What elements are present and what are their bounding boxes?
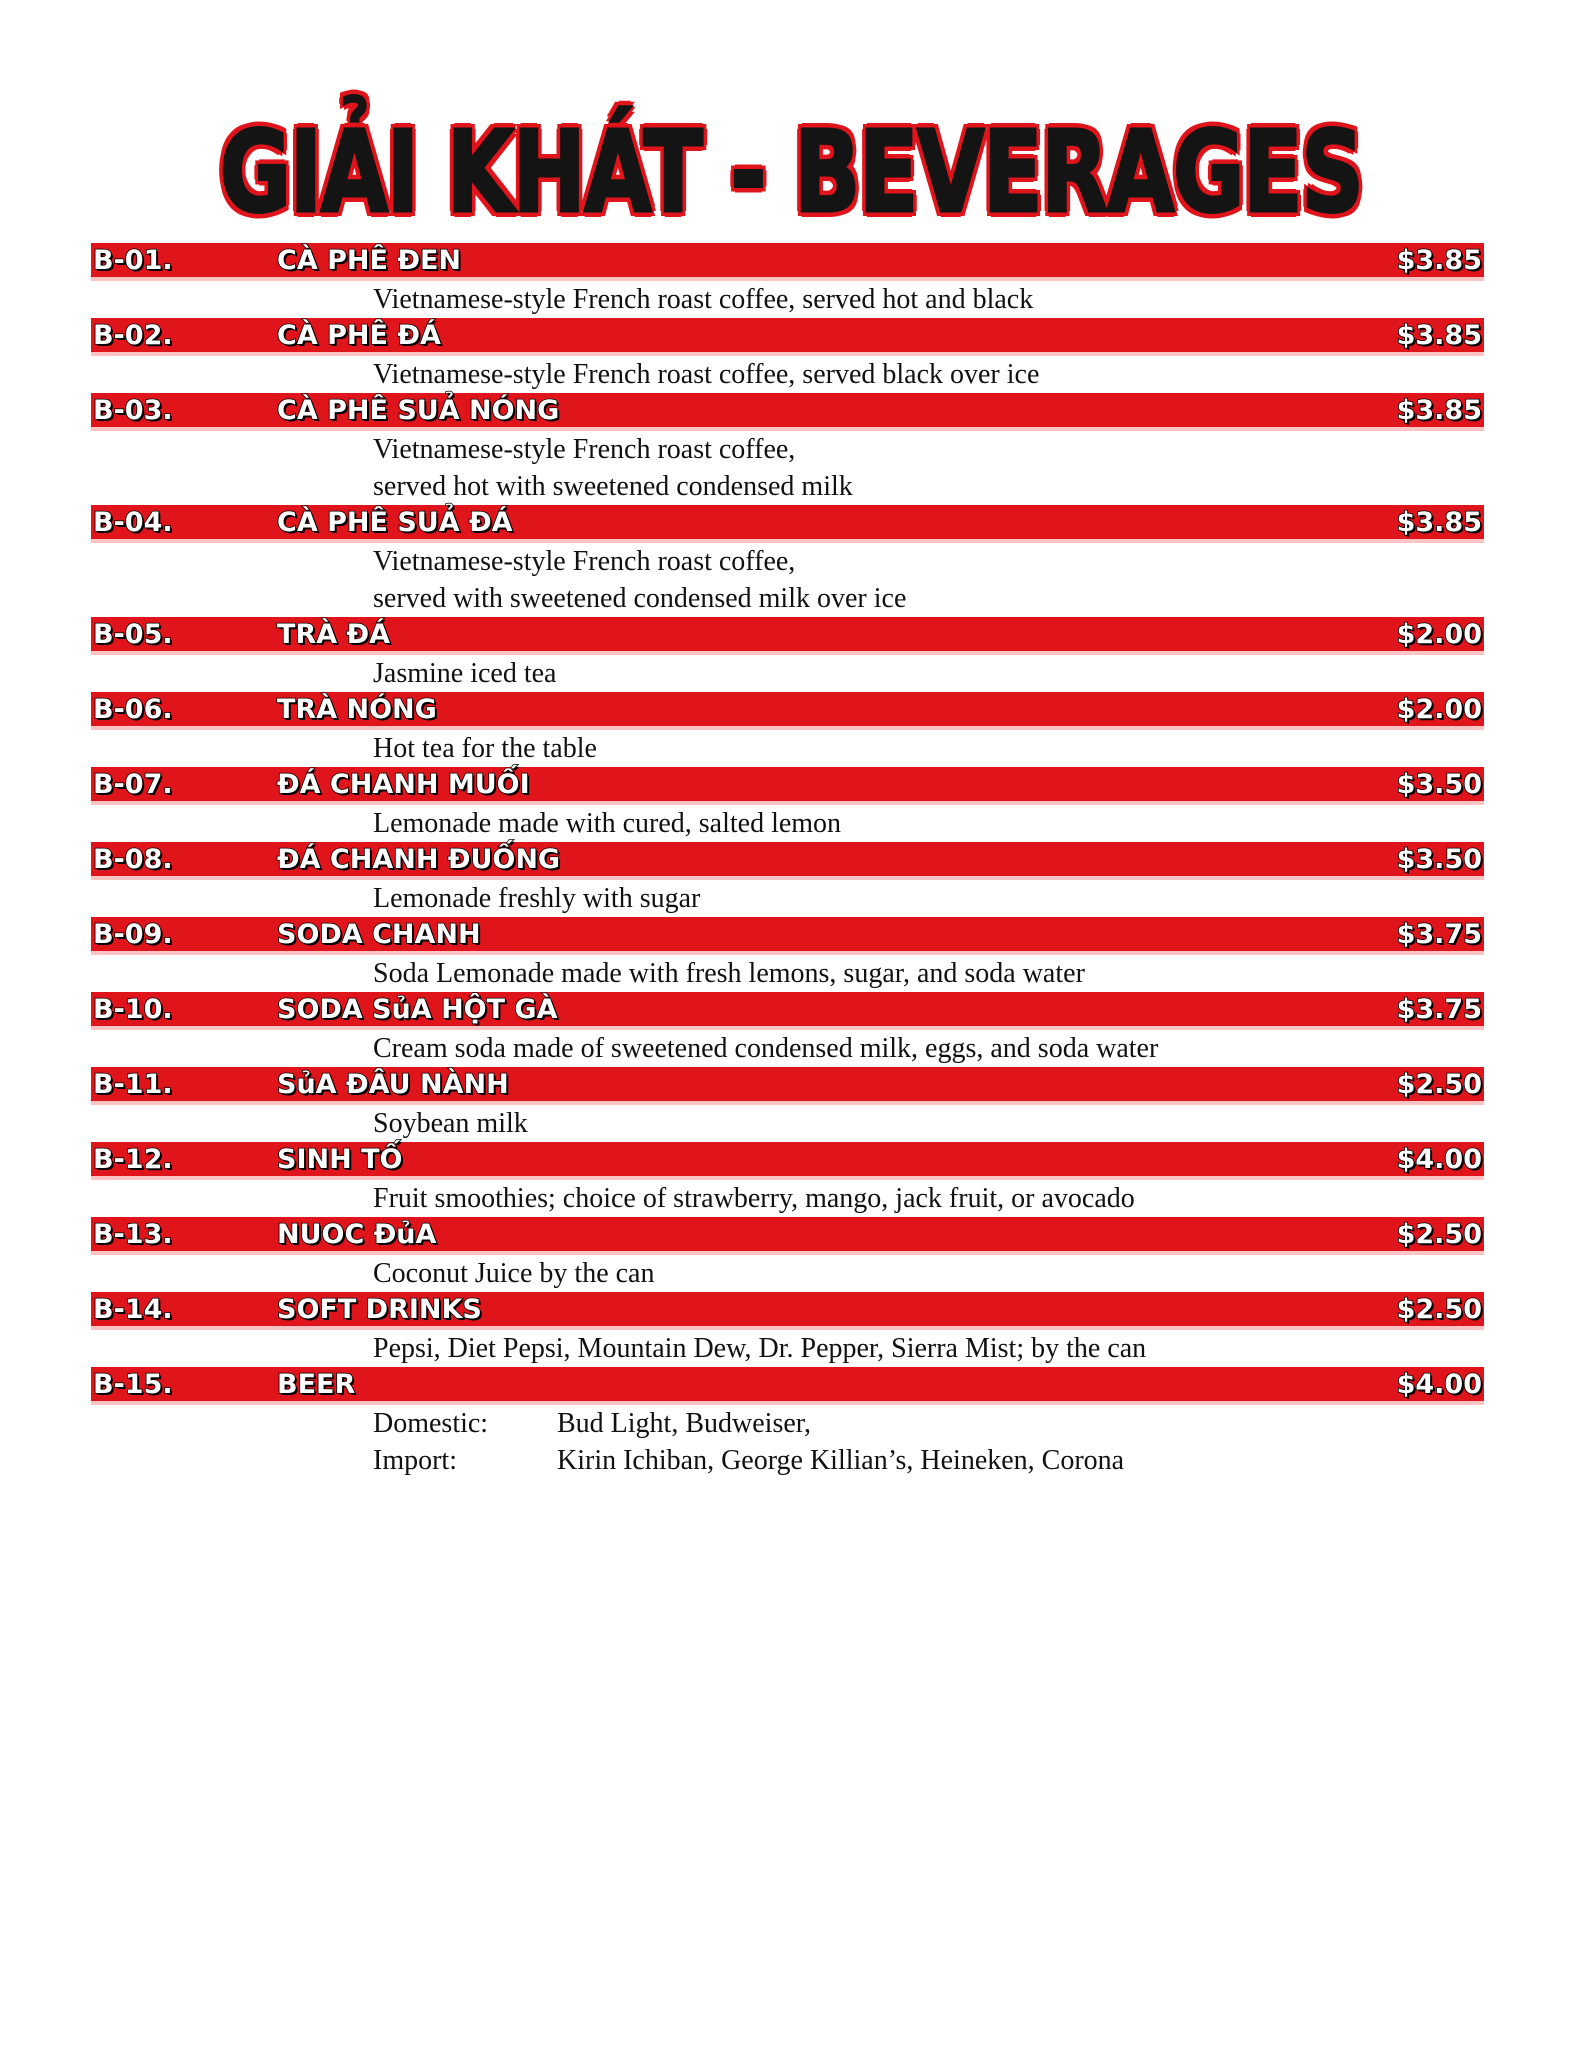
item-description: Hot tea for the table [373,733,597,764]
menu-item-bar [91,617,1484,655]
menu-item-bar [91,243,1484,281]
item-name: NUOC ĐủA [277,1219,437,1250]
menu-item [0,767,1582,842]
menu-item-bar [91,692,1484,730]
item-code: B-07. [93,769,173,800]
item-price: $3.85 [1396,245,1482,276]
item-code: B-15. [93,1369,173,1400]
menu-item-bar [91,1217,1484,1255]
item-price: $3.85 [1396,507,1482,538]
item-code: B-06. [93,694,173,725]
item-description: served with sweetened condensed milk over ice [373,583,907,614]
item-code: B-11. [93,1069,173,1100]
item-description: Vietnamese-style French roast coffee, served hot and black [373,284,1034,315]
menu-item [0,1292,1582,1367]
item-description: Vietnamese-style French roast coffee, [373,434,796,465]
menu-item [0,318,1582,393]
item-price: $3.75 [1396,919,1482,950]
item-price: $2.50 [1396,1219,1482,1250]
item-description: Lemonade freshly with sugar [373,883,701,914]
menu-item-bar [91,917,1484,955]
item-name: CÀ PHÊ SUẢ NÓNG [277,395,560,426]
item-price: $2.50 [1396,1294,1482,1325]
beer-category-row [0,1405,1582,1442]
item-description: Pepsi, Diet Pepsi, Mountain Dew, Dr. Pepper, Sierra Mist; by the can [373,1333,1147,1364]
item-name: SODA CHANH [277,919,481,950]
item-name: SủA ĐÂU NÀNH [277,1069,509,1100]
item-name: SOFT DRINKS [277,1294,482,1325]
item-price: $3.85 [1396,320,1482,351]
menu-item-bar [91,1367,1484,1405]
menu-item [0,1217,1582,1292]
menu-item [0,842,1582,917]
menu-item-bar [91,1292,1484,1330]
menu-item [0,1367,1582,1479]
menu-item [0,917,1582,992]
item-description: Fruit smoothies; choice of strawberry, mango, jack fruit, or avocado [373,1183,1135,1214]
item-price: $2.50 [1396,1069,1482,1100]
menu-item [0,393,1582,505]
item-code: B-08. [93,844,173,875]
menu-item [0,617,1582,692]
menu-item-bar [91,318,1484,356]
beer-category-label: Import: [373,1445,457,1476]
menu-item-bar [91,842,1484,880]
item-code: B-02. [93,320,173,351]
item-name: SODA SủA HỘT GÀ [277,994,558,1025]
item-name: CÀ PHÊ ĐÁ [277,320,441,351]
menu-item-bar [91,992,1484,1030]
menu-item-bar [91,505,1484,543]
item-price: $2.00 [1396,619,1482,650]
item-description: Soda Lemonade made with fresh lemons, sugar, and soda water [373,958,1085,989]
beer-category-label: Domestic: [373,1408,489,1439]
item-description: served hot with sweetened condensed milk [373,471,853,502]
menu-item [0,505,1582,617]
menu-item-bar [91,393,1484,431]
item-code: B-03. [93,395,173,426]
item-name: TRÀ ĐÁ [277,619,391,650]
item-description: Jasmine iced tea [373,658,557,689]
item-name: ĐÁ CHANH ĐUỐNG [277,844,561,875]
item-description: Soybean milk [373,1108,528,1139]
item-price: $3.85 [1396,395,1482,426]
item-code: B-01. [93,245,173,276]
page-title: GIẢI KHÁT - BEVERAGES [219,108,1363,238]
menu-item [0,992,1582,1067]
item-code: B-09. [93,919,173,950]
item-name: TRÀ NÓNG [277,694,437,725]
menu-item [0,243,1582,318]
menu-item [0,1067,1582,1142]
item-code: B-05. [93,619,173,650]
item-code: B-04. [93,507,173,538]
item-price: $2.00 [1396,694,1482,725]
item-code: B-13. [93,1219,173,1250]
item-description: Cream soda made of sweetened condensed milk, eggs, and soda water [373,1033,1159,1064]
item-code: B-10. [93,994,173,1025]
item-price: $3.50 [1396,844,1482,875]
beer-category-brands: Kirin Ichiban, George Killian’s, Heineken, Corona [557,1445,1125,1476]
item-price: $4.00 [1396,1369,1482,1400]
item-price: $3.50 [1396,769,1482,800]
item-description: Coconut Juice by the can [373,1258,655,1289]
beverage-list [0,243,1582,1479]
item-name: ĐÁ CHANH MUỐI [277,769,530,800]
beer-category-row [0,1442,1582,1479]
menu-item [0,1142,1582,1217]
menu-item [0,692,1582,767]
item-name: SINH TỐ [277,1144,403,1175]
item-code: B-12. [93,1144,173,1175]
item-code: B-14. [93,1294,173,1325]
beer-category-brands: Bud Light, Budweiser, [557,1408,811,1439]
item-description: Vietnamese-style French roast coffee, served black over ice [373,359,1040,390]
item-name: BEER [277,1369,356,1400]
item-name: CÀ PHÊ SUẢ ĐÁ [277,507,513,538]
item-description: Vietnamese-style French roast coffee, [373,546,796,577]
item-name: CÀ PHÊ ĐEN [277,245,462,276]
menu-item-bar [91,1067,1484,1105]
menu-item-bar [91,1142,1484,1180]
item-price: $4.00 [1396,1144,1482,1175]
item-description: Lemonade made with cured, salted lemon [373,808,842,839]
item-price: $3.75 [1396,994,1482,1025]
menu-item-bar [91,767,1484,805]
